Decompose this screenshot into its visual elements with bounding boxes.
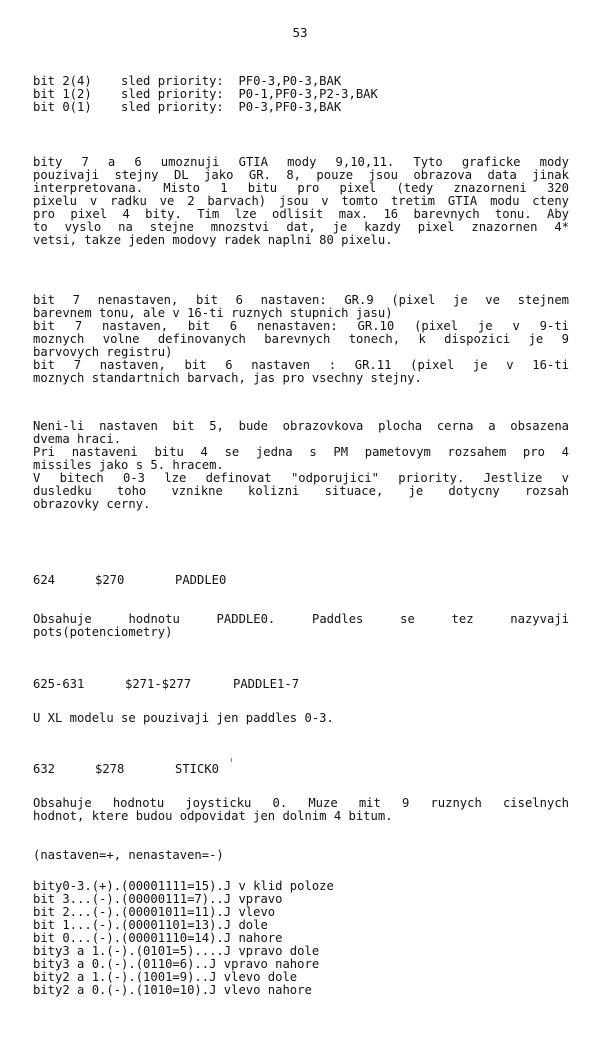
- paddle1-7-description: [33, 712, 569, 725]
- paragraph-line: bit 7 nastaven, bit 6 nenastaven: GR.10 (pixel je v 9-ti: [33, 320, 569, 333]
- legend-line: (nastaven=+, nenastaven=-): [33, 848, 224, 862]
- paragraph-line: dvema hraci.: [33, 433, 122, 446]
- priority-bits-list: [33, 75, 569, 114]
- table-row: bit 2...(-).(00001011=11).J vlevo: [33, 905, 276, 919]
- address-decimal: 632: [33, 762, 56, 776]
- page-number: 53: [292, 25, 308, 40]
- paragraph-line: pixelu v radku ve 2 barvach) jsou v tomto tretim GTIA modu cteny: [33, 195, 569, 208]
- stick0-value-table: [33, 880, 569, 997]
- paragraph-line: obrazovky cerny.: [33, 498, 151, 511]
- table-row: bit 1...(-).(00001101=13).J dole: [33, 918, 268, 932]
- paragraph-line: hodnot, ktere budou odpovidat jen dolnim 4 bitum.: [33, 810, 393, 823]
- paragraph-line: barevnem tonu, ale v 16-ti ruznych stupnich jasu): [33, 307, 393, 320]
- priority-bit-line: bit 1(2) sled priority: P0-1,PF0-3,P2-3,BAK: [33, 87, 378, 101]
- paragraph-line: bit 7 nenastaven, bit 6 nastaven: GR.9 (pixel je ve stejnem: [33, 294, 569, 307]
- register-name: PADDLE0: [175, 573, 227, 587]
- bits-paragraph: [33, 420, 569, 511]
- address-decimal: 624: [33, 573, 56, 587]
- address-hex: $270: [95, 573, 125, 587]
- table-row: bity3 a 1.(-).(0101=5)....J vpravo dole: [33, 944, 320, 958]
- paragraph-line: interpretovana. Misto 1 bitu pro pixel (tedy znazorneni 320: [33, 182, 569, 195]
- paragraph-line: to vyslo na stejne mnozstvi dat, je kazdy pixel znazornen 4*: [33, 221, 569, 234]
- address-hex: $271-$277: [125, 677, 192, 691]
- paragraph-line: pots(potenciometry): [33, 626, 173, 639]
- paragraph-line: Obsahuje hodnotu joysticku 0. Muze mit 9 ruznych ciselnych: [33, 797, 569, 810]
- paragraph-line: vetsi, takze jeden modovy radek naplni 80 pixelu.: [33, 234, 393, 247]
- paragraph-line: Neni-li nastaven bit 5, bude obrazovkova plocha cerna a obsazena: [33, 420, 569, 433]
- paragraph-line: Obsahuje hodnotu PADDLE0. Paddles se tez nazyvaji: [33, 613, 569, 626]
- paragraph-line: pro pixel 4 bity. Tim lze odlisit max. 16 barevnych tonu. Aby: [33, 208, 569, 221]
- stick0-legend: [33, 849, 569, 862]
- paragraph-line: moznych standartnich barvach, jas pro vsechny stejny.: [33, 372, 422, 385]
- register-name: PADDLE1-7: [233, 677, 300, 691]
- paragraph-line: V bitech 0-3 lze definovat "odporujici" priority. Jestlize v: [33, 472, 569, 485]
- paragraph-line: U XL modelu se pouzivaji jen paddles 0-3.: [33, 711, 334, 725]
- paragraph-line: bit 7 nastaven, bit 6 nastaven : GR.11 (pixel je v 16-ti: [33, 359, 569, 372]
- table-row: bity3 a 0.(-).(0110=6)..J vpravo nahore: [33, 957, 320, 971]
- address-decimal: 625-631: [33, 677, 85, 691]
- paragraph-line: missiles jako s 5. hracem.: [33, 459, 224, 472]
- table-row: bity0-3.(+).(00001111=15).J v klid poloze: [33, 879, 334, 893]
- paragraph-line: pouzivaji stejny DL jako GR. 8, pouze jsou obrazova data jinak: [33, 169, 569, 182]
- paragraph-line: barvovych registru): [33, 346, 173, 359]
- table-row: bity2 a 0.(-).(1010=10).J vlevo nahore: [33, 983, 312, 997]
- stick0-description: [33, 797, 569, 823]
- gr-modes-paragraph: [33, 294, 569, 385]
- table-row: bity2 a 1.(-).(1001=9)..J vlevo dole: [33, 970, 298, 984]
- paragraph-line: moznych volne definovanych barevnych tonech, k dispozici je 9: [33, 333, 569, 346]
- paragraph-line: bity 7 a 6 umoznuji GTIA mody 9,10,11. Tyto graficke mody: [33, 156, 569, 169]
- register-name: STICK0: [175, 762, 220, 776]
- priority-bit-line: bit 0(1) sled priority: P0-3,PF0-3,BAK: [33, 100, 342, 114]
- paragraph-line: Pri nastaveni bitu 4 se jedna s PM pametovym rozsahem pro 4: [33, 446, 569, 459]
- table-row: bit 3...(-).(00000111=7)..J vpravo: [33, 892, 283, 906]
- paragraph-line: dusledku toho vznikne kolizni situace, je dotycny rozsah: [33, 485, 569, 498]
- stray-ink-mark: [231, 758, 232, 762]
- table-row: bit 0...(-).(00001110=14).J nahore: [33, 931, 283, 945]
- gtia-modes-paragraph: [33, 156, 569, 247]
- priority-bit-line: bit 2(4) sled priority: PF0-3,P0-3,BAK: [33, 74, 342, 88]
- paddle0-description: [33, 613, 569, 639]
- address-hex: $278: [95, 762, 125, 776]
